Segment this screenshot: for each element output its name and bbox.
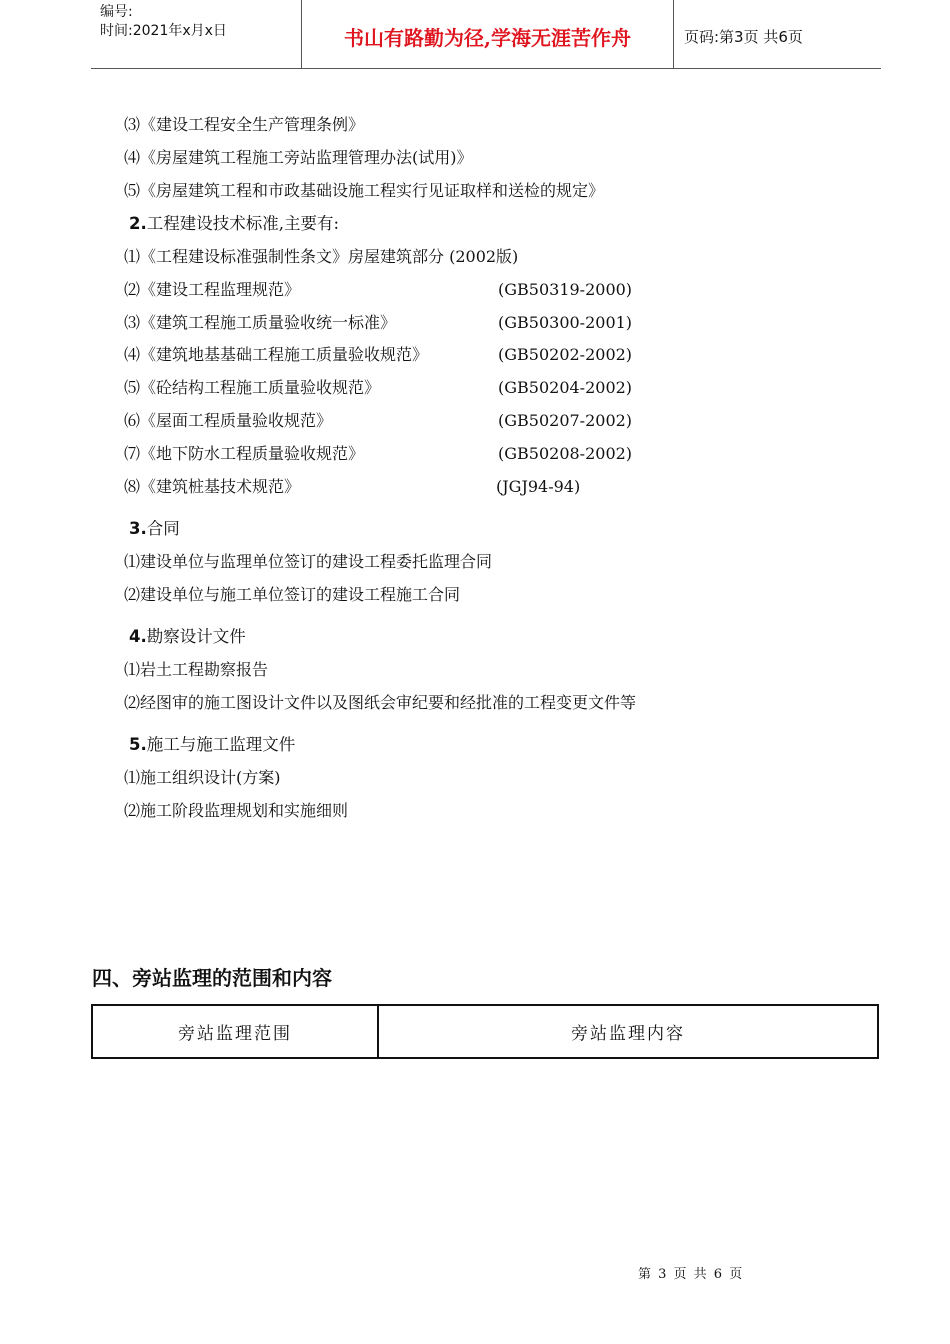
number-label: 编号:: [100, 4, 133, 20]
header-meta: [91, 0, 302, 68]
list-section-heading: [129, 213, 339, 235]
page-header: [91, 0, 881, 69]
section-heading: 四、旁站监理的范围和内容: [92, 966, 332, 990]
list-item-text: ⑴《工程建设标准强制性条文》房屋建筑部分 (2002版): [124, 247, 519, 266]
list-item-text: ⑷《建筑地基基础工程施工质量验收规范》: [124, 345, 429, 364]
list-item-text: ⑸《砼结构工程施工质量验收规范》: [124, 378, 381, 397]
list-item-text: 施工与施工监理文件: [146, 735, 296, 754]
list-number: 4.: [129, 627, 147, 646]
list-item-text: ⑵经图审的施工图设计文件以及图纸会审纪要和经批准的工程变更文件等: [124, 693, 637, 712]
table-header-scope: 旁站监理范围: [93, 1006, 379, 1057]
list-item: [124, 551, 492, 573]
standard-code: (JGJ94-94): [496, 477, 581, 496]
list-item-text: ⑹《屋面工程质量验收规范》: [124, 411, 333, 430]
list-item-text: ⑶《建筑工程施工质量验收统一标准》: [124, 313, 397, 332]
table-header-content: 旁站监理内容: [571, 1024, 685, 1044]
list-item-text: ⑵施工阶段监理规划和实施细则: [124, 801, 349, 820]
list-item-text: ⑸《房屋建筑工程和市政基础设施工程实行见证取样和送检的规定》: [124, 181, 605, 200]
page-footer: 第 3 页 共 6 页: [638, 1267, 743, 1282]
header-motto: 书山有路勤为径,学海无涯苦作舟: [302, 0, 674, 68]
list-item: [124, 767, 281, 789]
list-item-text: ⑷《房屋建筑工程施工旁站监理管理办法(试用)》: [124, 148, 473, 167]
list-item-text: ⑴建设单位与监理单位签订的建设工程委托监理合同: [124, 552, 493, 571]
list-number: 2.: [129, 214, 147, 233]
list-item-text: 工程建设技术标准,主要有:: [146, 214, 340, 233]
list-item: [124, 279, 633, 301]
standard-code: (GB50300-2001): [498, 313, 633, 332]
list-item: [124, 114, 364, 136]
standard-code: (GB50319-2000): [498, 280, 633, 299]
list-item-text: ⑻《建筑桩基技术规范》: [124, 477, 301, 496]
list-item: [124, 584, 460, 606]
list-item: [124, 147, 473, 169]
time-label: 时间:2021年x月x日: [100, 23, 227, 39]
list-item-text: ⑵建设单位与施工单位签订的建设工程施工合同: [124, 585, 461, 604]
list-item: [124, 246, 518, 268]
list-item-text: ⑴施工组织设计(方案): [124, 768, 281, 787]
list-item: [124, 377, 633, 399]
list-item: [124, 692, 636, 714]
list-item-text: ⑶《建设工程安全生产管理条例》: [124, 115, 365, 134]
list-item-text: 勘察设计文件: [146, 627, 246, 646]
list-item: [124, 800, 348, 822]
list-section-heading: [129, 626, 246, 648]
list-number: 5.: [129, 735, 147, 754]
header-page-label: 页码:第3页 共6页: [684, 27, 803, 46]
list-item-text: ⑴岩土工程勘察报告: [124, 660, 269, 679]
list-item-text: ⑵《建设工程监理规范》: [124, 280, 301, 299]
scope-table: [91, 1004, 879, 1059]
standard-code: (GB50208-2002): [498, 444, 633, 463]
list-item: [124, 476, 581, 498]
list-item: [124, 659, 268, 681]
list-item: [124, 443, 633, 465]
list-item-text: 合同: [146, 519, 180, 538]
standard-code: (GB50202-2002): [498, 345, 633, 364]
list-item: [124, 180, 604, 202]
standard-code: (GB50207-2002): [498, 411, 633, 430]
list-number: 3.: [129, 519, 147, 538]
list-item: [124, 344, 633, 366]
list-section-heading: [129, 518, 180, 540]
standard-code: (GB50204-2002): [498, 378, 633, 397]
list-section-heading: [129, 734, 295, 756]
list-item: [124, 312, 633, 334]
list-item-text: ⑺《地下防水工程质量验收规范》: [124, 444, 365, 463]
list-item: [124, 410, 633, 432]
